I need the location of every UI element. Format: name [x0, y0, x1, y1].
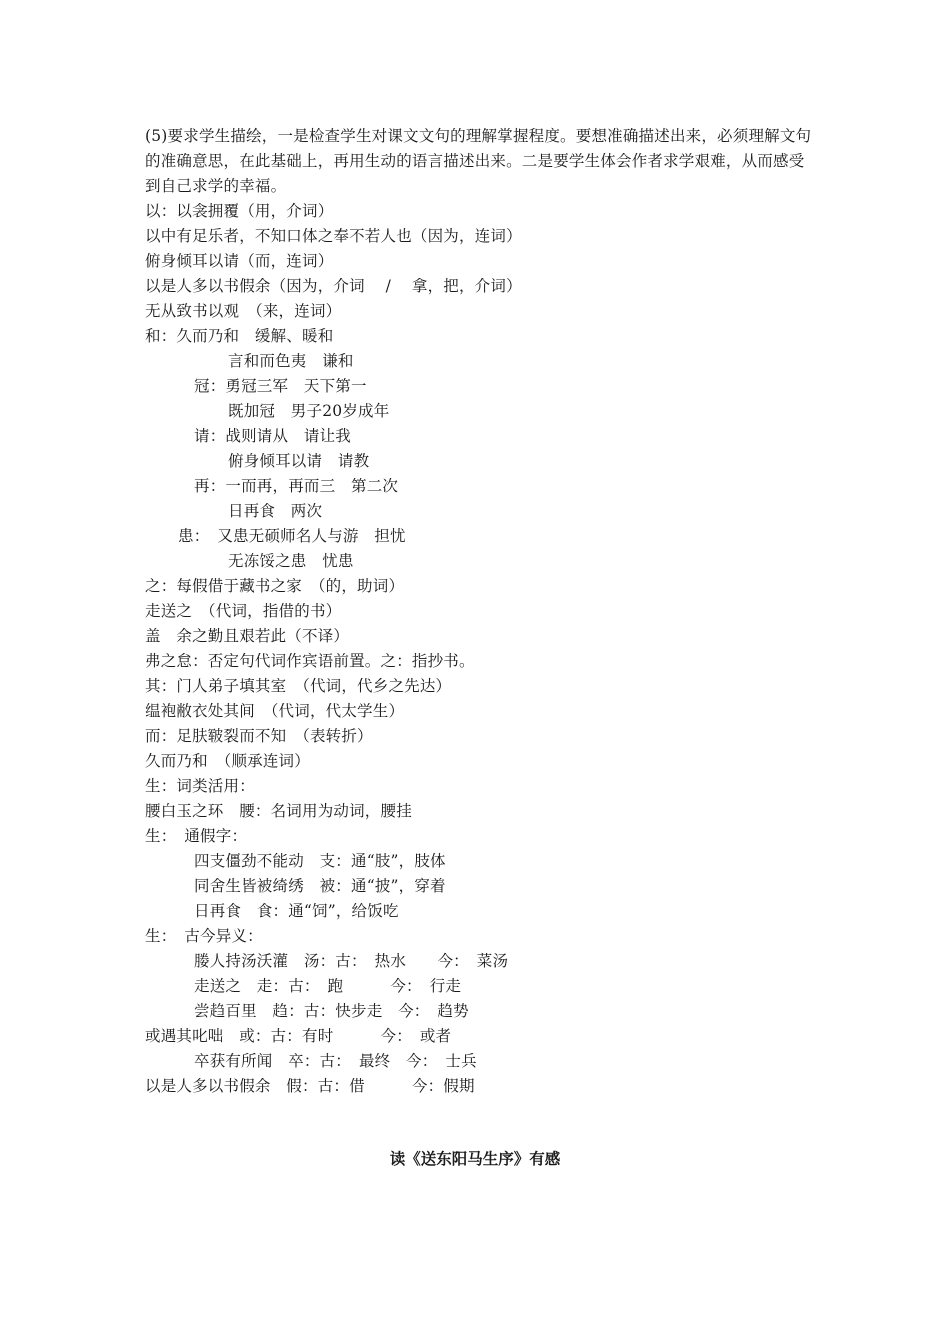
note-line: 缊袍敝衣处其间 （代词，代太学生） — [145, 702, 405, 720]
note-line: 言和而色夷 谦和 — [228, 352, 354, 370]
note-line: 日再食 食：通“饲”，给饭吃 — [194, 902, 399, 920]
note-line: 而：足肤皲裂而不知 （表转折） — [145, 727, 373, 745]
note-line: 既加冠 男子20岁成年 — [228, 402, 390, 420]
note-line: 生： 通假字： — [145, 827, 248, 845]
note-line: 久而乃和 （顺承连词） — [145, 752, 310, 770]
note-line: 腰白玉之环 腰：名词用为动词，腰挂 — [145, 802, 412, 820]
note-line: 其：门人弟子填其室 （代词，代乡之先达） — [145, 677, 452, 695]
note-line: 患： 又患无硕师名人与游 担忧 — [178, 527, 406, 545]
note-line: 生： 古今异义： — [145, 927, 263, 945]
note-line: 无从致书以观 （来，连词） — [145, 302, 342, 320]
note-line: 以：以衾拥覆（用，介词） — [145, 202, 334, 220]
note-line: 尝趋百里 趋：古：快步走 今： 趋势 — [194, 1002, 469, 1020]
note-line: 以是人多以书假余（因为，介词 / 拿，把，介词） — [145, 277, 522, 295]
note-line: 媵人持汤沃灌 汤：古： 热水 今： 菜汤 — [194, 952, 509, 970]
note-line: 俯身倾耳以请（而，连词） — [145, 252, 334, 270]
note-line: 以是人多以书假余 假：古：借 今：假期 — [145, 1077, 475, 1095]
note-line: 冠：勇冠三军 天下第一 — [194, 377, 367, 395]
note-line: 和：久而乃和 缓解、暖和 — [145, 327, 334, 345]
note-line: 同舍生皆被绮绣 被：通“披”，穿着 — [194, 877, 446, 895]
intro-paragraph: (5)要求学生描绘，一是检查学生对课文文句的理解掌握程度。要想准确描述出来，必须理解文句的准确意思，在此基础上，再用生动的语言描述出来。二是要学生体会作者求学艰难，从而感受到自己求学的幸福。 — [145, 127, 812, 195]
note-line: 以中有足乐者，不知口体之奉不若人也（因为，连词） — [145, 227, 522, 245]
note-line: 走送之 走：古： 跑 今： 行走 — [194, 977, 462, 995]
note-line: 请：战则请从 请让我 — [194, 427, 352, 445]
note-line: 弗之怠：否定句代词作宾语前置。之：指抄书。 — [145, 652, 475, 670]
note-line: 日再食 两次 — [228, 502, 323, 520]
section-title: 读《送东阳马生序》有感 — [389, 1149, 561, 1168]
note-line: 生：词类活用： — [145, 777, 255, 795]
note-line: 四支僵劲不能动 支：通“肢”，肢体 — [194, 852, 446, 870]
note-line: 走送之 （代词，指借的书） — [145, 602, 342, 620]
note-line: 之：每假借于藏书之家 （的，助词） — [145, 577, 405, 595]
note-line: 盖 余之勤且艰若此（不译） — [145, 627, 350, 645]
note-line: 俯身倾耳以请 请教 — [228, 452, 370, 470]
note-line: 或遇其叱咄 或：古：有时 今： 或者 — [145, 1027, 452, 1045]
note-line: 卒获有所闻 卒：古： 最终 今： 士兵 — [194, 1052, 477, 1070]
note-line: 无冻馁之患 忧患 — [228, 552, 354, 570]
note-line: 再：一而再，再而三 第二次 — [194, 477, 399, 495]
